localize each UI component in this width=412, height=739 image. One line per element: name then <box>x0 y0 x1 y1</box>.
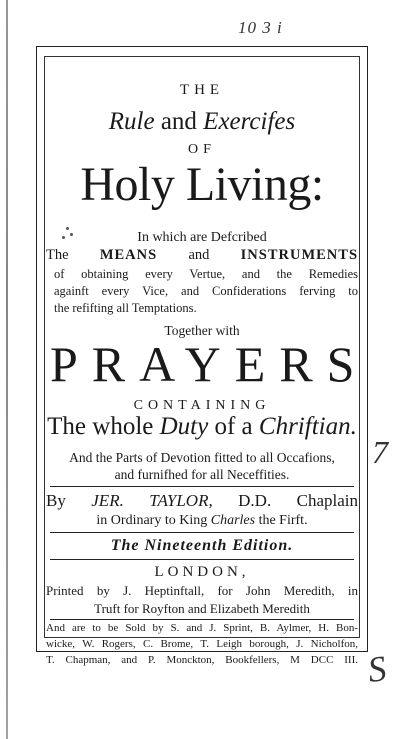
sellers-line-2: wicke, W. Rogers, C. Brome, T. Leigh borough, J. Nicholfon, <box>46 638 358 650</box>
ordinary-text: in Ordinary to King <box>96 513 208 528</box>
the-first: the Firft. <box>258 513 308 528</box>
ink-speck <box>62 236 65 239</box>
ink-speck <box>70 233 73 236</box>
whole-duty-line <box>46 413 358 441</box>
together-with: Together with <box>164 323 240 338</box>
divider-rule <box>50 619 354 620</box>
means-word: MEANS <box>99 247 158 263</box>
sellers-line-3: T. Chapman, and P. Monckton, Bookfellers, M DCC III. <box>46 654 358 666</box>
trust-line: Truft for Royfton and Elizabeth Meredith <box>94 601 310 616</box>
body-line-2: againft every Vice, and Confiderations ferving to <box>54 284 358 298</box>
duty-christian: Chriftian. <box>258 413 357 440</box>
duty-the-whole: The whole <box>47 413 154 440</box>
handwritten-shelfmark: 10 3 i <box>238 18 283 37</box>
heading-of: OF <box>188 142 216 157</box>
heading-containing: CONTAINING <box>133 398 271 413</box>
exercises-word: Exercifes <box>203 108 296 135</box>
and-word: and <box>160 108 197 135</box>
heading-the: THE <box>179 82 225 98</box>
author-name: JER. TAYLOR, <box>91 491 213 510</box>
duty-word: Duty <box>159 413 209 440</box>
duty-of-a: of a <box>214 413 253 440</box>
parts-line-1: And the Parts of Devotion fitted to all Occafions, <box>69 450 335 465</box>
heading-rule-and-exercises <box>46 108 358 136</box>
body-line-3: the refifting all Temptations. <box>54 301 197 315</box>
parts-line-2: and furnifhed for all Neceffities. <box>114 467 290 482</box>
instruments-word: INSTRUMENTS <box>240 247 359 263</box>
means-the: The <box>46 247 69 263</box>
edition-line: The Nineteenth Edition. <box>110 537 294 554</box>
imprint-city: LONDON, <box>154 564 250 580</box>
described-line: In which are Defcribed <box>137 230 267 245</box>
charles-name: Charles <box>210 513 256 528</box>
author-title: D.D. Chaplain <box>238 491 358 510</box>
printer-line: Printed by J. Heptinftall, for John Meredith, in <box>46 583 358 598</box>
body-line-1: of obtaining every Vertue, and the Remedies <box>54 267 358 281</box>
divider-rule <box>50 559 354 560</box>
ink-speck <box>66 227 69 230</box>
heading-prayers: PRAYERS <box>50 336 369 392</box>
divider-rule <box>50 486 354 487</box>
author-line <box>46 491 358 511</box>
main-title-holy-living: Holy Living: <box>80 158 324 211</box>
sellers-line-1: And are to be Sold by S. and J. Sprint, B. Aylmer, H. Bon- <box>46 622 358 634</box>
book-spine-edge <box>6 0 8 739</box>
divider-rule <box>50 532 354 533</box>
bottom-margin-mark: S <box>365 647 389 691</box>
rule-word: Rule <box>108 108 155 135</box>
by-word: By <box>46 491 66 510</box>
means-instruments-line <box>46 247 358 264</box>
means-and: and <box>188 247 210 263</box>
margin-mark: 7 <box>372 434 388 470</box>
chaplain-line <box>46 513 358 529</box>
